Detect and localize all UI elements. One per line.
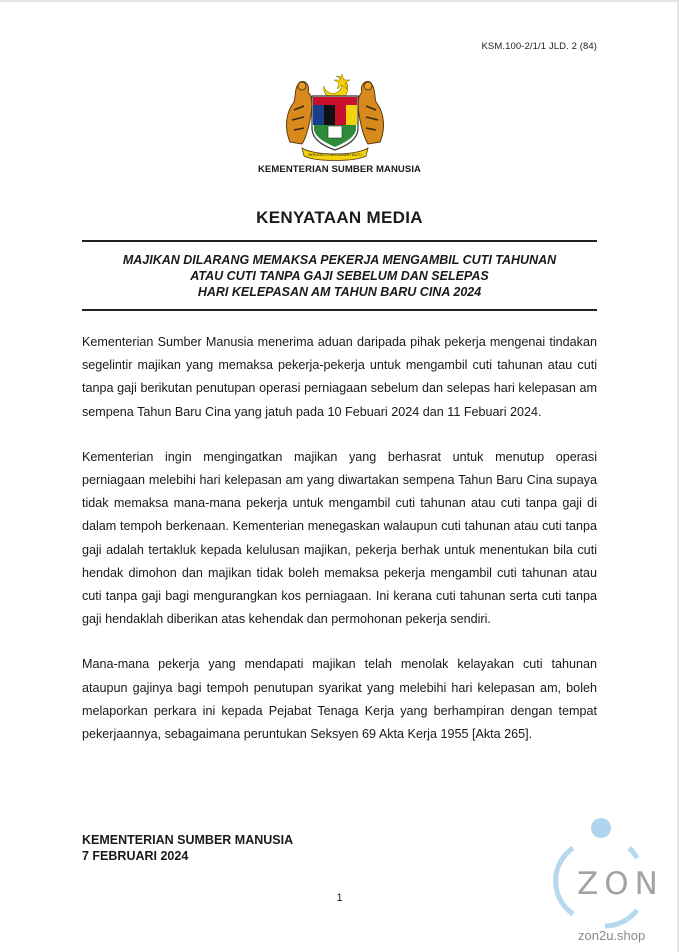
page-edge-top: [0, 0, 679, 2]
crest-tiger-left-icon: [287, 82, 312, 144]
press-statement-title: KENYATAAN MEDIA: [256, 208, 423, 227]
signoff: [82, 832, 293, 864]
headline-bottom-rule: [82, 309, 597, 311]
watermark-text: ZON: [577, 866, 664, 902]
paragraph: Mana-mana pekerja yang mendapati majikan telah menolak kelayakan cuti tahunan ataupun gajinya bagi tempoh penutupan syarikat yang melebihi hari kelepasan am, boleh melaporkan perkara ini kepada Pejabat Tenaga Kerja yang berhampiran dengan tempat pekerjaannya, sebagaimana peruntukan Seksyen 69 Akta Kerja 1955 [Akta 265].: [82, 657, 597, 742]
headline-line: HARI KELEPASAN AM TAHUN BARU CINA 2024: [197, 285, 482, 299]
watermark-url: zon2u.shop: [578, 928, 646, 943]
crest-shield-icon: [312, 96, 358, 150]
reference-number: KSM.100-2/1/1 JLD. 2 (84): [481, 41, 597, 52]
headline-top-rule: [82, 240, 597, 242]
headline-line: ATAU CUTI TANPA GAJI SEBELUM DAN SELEPAS: [190, 269, 489, 283]
headline: [82, 252, 597, 300]
crest-tiger-right-icon: [358, 82, 383, 144]
svg-text:BERSEKUTU BERTAMBAH MUTU: BERSEKUTU BERTAMBAH MUTU: [308, 153, 362, 157]
headline-line: MAJIKAN DILARANG MEMAKSA PEKERJA MENGAMBIL CUTI TAHUNAN: [122, 253, 557, 267]
ministry-header: KEMENTERIAN SUMBER MANUSIA: [257, 164, 422, 175]
signoff-organisation: KEMENTERIAN SUMBER MANUSIA: [82, 833, 294, 847]
statement-body: [82, 331, 597, 768]
signoff-date: 7 FEBRUARI 2024: [82, 849, 189, 863]
coat-of-arms-icon: [280, 70, 390, 162]
paragraph: Kementerian Sumber Manusia menerima aduan daripada pihak pekerja mengenai tindakan segelintir majikan yang memaksa pekerja-pekerja untuk mengambil cuti tahunan atau cuti tanpa gaji berikutan penutupan operasi perniagaan sebelum dan selepas hari kelepasan am sempena Tahun Baru Cina yang jatuh pada 10 Febuari 2024 dan 11 Febuari 2024.: [82, 335, 597, 419]
paragraph: Kementerian ingin mengingatkan majikan yang berhasrat untuk menutup operasi perniagaan melebihi hari kelepasan am yang diwartakan sempena Tahun Baru Cina supaya tidak memaksa mana-mana pekerja untuk mengambil cuti tahunan atau cuti tanpa gaji di dalam tempoh berkenaan. Kementerian menegaskan walaupun cuti tahunan atau cuti tanpa gaji adalah tertakluk kepada kelulusan majikan, pekerja berhak untuk menentukan bila cuti hendak dimohon dan majikan tidak boleh memaksa pekerja mengambil cuti tahunan atau cuti tanpa gaji bagi mengurangkan kos perniagaan. Ini kerana cuti tahunan serta cuti tanpa gaji hendaklah diberikan atas kehendak dan permohonan pekerja sendiri.: [82, 449, 597, 627]
page-number: 1: [336, 892, 343, 904]
